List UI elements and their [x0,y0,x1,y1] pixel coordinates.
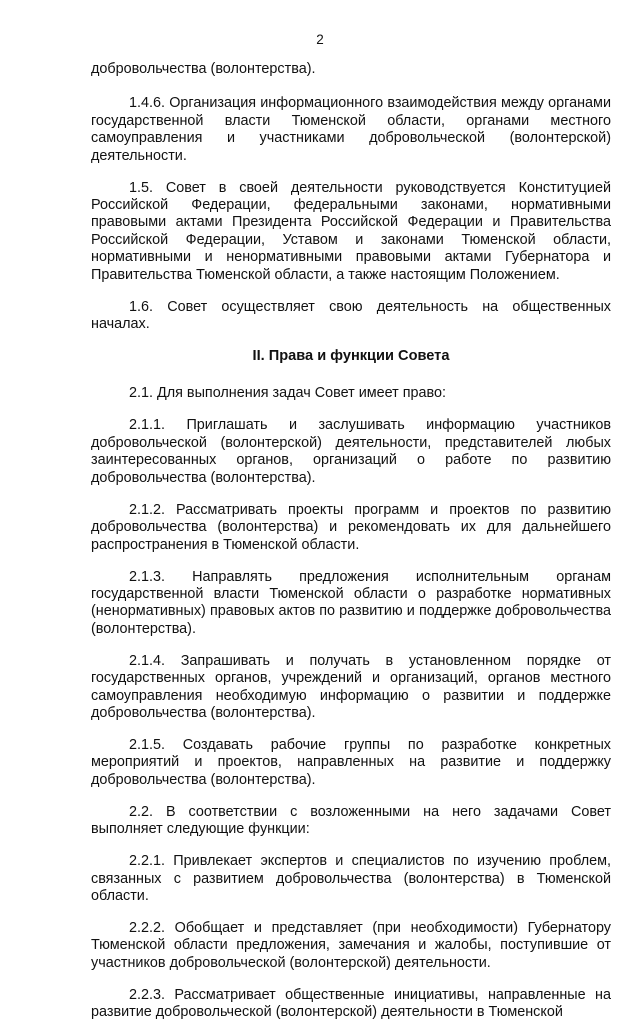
paragraph-2-2-1: 2.2.1. Привлекает экспертов и специалистов по изучению проблем, связанных с развитием добровольчества (волонтерства) в Тюменской области. [91,853,611,904]
paragraph-2-2-3: 2.2.3. Рассматривает общественные инициативы, направленные на развитие добровольческой (волонтерской) деятельности в Тюменской [91,986,611,1021]
paragraph-2-2: 2.2. В соответствии с возложенными на него задачами Совет выполняет следующие функции: [91,803,611,838]
page-number: 2 [316,32,324,47]
paragraph-1-4-6: 1.4.6. Организация информационного взаимодействия между органами государственной власти Тюменской области, органами местного самоуправления и участниками добровольческой (волонтерской) деятельности. [91,95,611,164]
paragraph-2-1-2: 2.1.2. Рассматривать проекты программ и проектов по развитию добровольчества (волонтерства) и рекомендовать их для дальнейшего распространения в Тюменской области. [91,501,611,553]
paragraph-1-5: 1.5. Совет в своей деятельности руководствуется Конституцией Российской Федерации, федеральными законами, нормативными правовыми актами Президента Российской Федерации и Правительства Российской Федерации, Уставом и законами Тюменской области, нормативными и ненормативными правовыми актами Губернатора и Правительства Тюменской области, а также настоящим Положением. [91,179,611,283]
section-heading: II. Права и функции Совета [252,348,450,365]
paragraph-2-1: 2.1. Для выполнения задач Совет имеет право: [129,385,447,402]
paragraph-2-1-4: 2.1.4. Запрашивать и получать в установленном порядке от государственных органов, учреждений и организаций, органов местного самоуправления необходимую информацию о развитии и поддержке добровольчества (волонтерства). [91,652,611,721]
paragraph-2-2-2: 2.2.2. Обобщает и представляет (при необходимости) Губернатору Тюменской области предложения, замечания и жалобы, поступившие от участников добровольческой (волонтерской) деятельности. [91,919,611,971]
paragraph-1-6: 1.6. Совет осуществляет свою деятельность на общественных началах. [91,298,611,333]
document-body [91,61,611,1036]
paragraph-continuation: добровольчества (волонтерства). [91,61,316,77]
paragraph-2-1-1: 2.1.1. Приглашать и заслушивать информацию участников добровольческой (волонтерской) деятельности, представителей любых заинтересованных органов, организаций о работе по развитию добровольчества (волонтерства). [91,417,611,486]
paragraph-2-1-3: 2.1.3. Направлять предложения исполнительным органам государственной власти Тюменской области о разработке нормативных (ненормативных) правовых актов по развитию и поддержке добровольчества (волонтерства). [91,568,611,637]
paragraph-2-1-5: 2.1.5. Создавать рабочие группы по разработке конкретных мероприятий и проектов, направленных на развитие и поддержку добровольчества (волонтерства). [91,736,611,788]
